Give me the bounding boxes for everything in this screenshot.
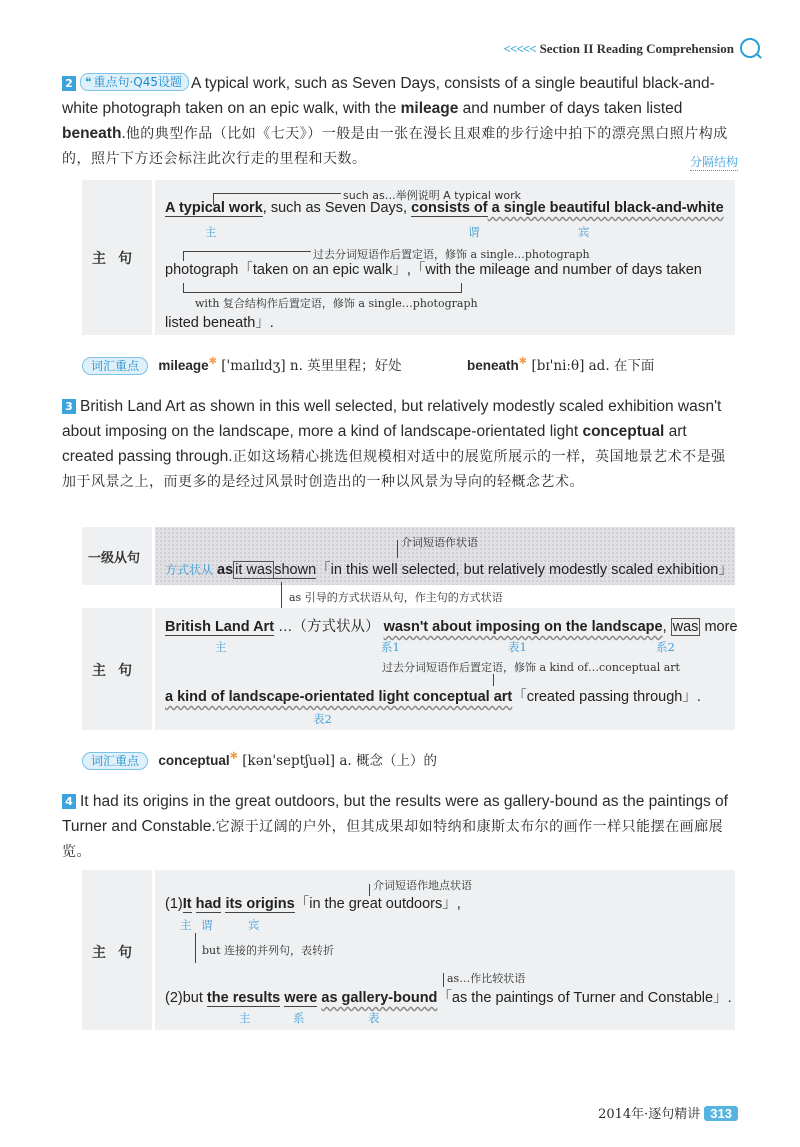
gram-label: 主	[205, 225, 217, 239]
vocab-row	[82, 354, 402, 374]
gram-label: 主	[180, 918, 192, 932]
section-title: Section II Reading Comprehension	[539, 41, 734, 56]
gram-label: 谓	[468, 225, 480, 239]
annotation: such as…举例说明 A typical work	[343, 189, 522, 202]
gram-label: 系1	[381, 640, 400, 654]
sentence-3: 3 British Land Art as shown in this well selected, but relatively modestly scaled exhibition wasn't about imposing on the landscape, more a kind of landscape-orientated light conceptual art created passing through.正如这场精心挑选但规模相对适中的展览所展示的一样，英国地景艺术不是强加于风景之上，而更多的是经过风景时创造出的一种以风景为导向的轻概念艺术。	[62, 398, 726, 490]
annotation: as 引导的方式状语从句，作主句的方式状语	[289, 591, 503, 604]
annotation: 过去分词短语作后置定语，修饰 a kind of…conceptual art	[382, 661, 680, 674]
speech-bubble-icon: ❝	[85, 75, 92, 89]
annotation: as…作比较状语	[447, 972, 526, 985]
sentence-number: 4	[62, 794, 76, 809]
star-icon: ✱	[208, 356, 217, 367]
sentence-4: 4 It had its origins in the great outdoors, but the results were as gallery-bound as the paintings of Turner and Constable.它源于辽阔的户外，但其成果却如特纳和康斯太布尔的画作一样只能摆在画廊展览。	[62, 793, 728, 860]
sentence-line: A typical work, such as Seven Days, consists of a single beautiful black-and-white	[165, 200, 724, 216]
gram-label: 系	[293, 1011, 305, 1025]
sentence-line: 方式状从 as it was shown「in this well selected, but relatively modestly scaled exhibition」	[165, 562, 733, 578]
sentence-line: (1)It had its origins「in the great outdoors」,	[165, 896, 461, 912]
translation: 正如这场精心挑选但规模相对适中的展览所展示的一样，英国地景艺术不是强加于风景之上，而更多的是经过风景时创造出的一种以风景为导向的轻概念艺术。	[62, 449, 726, 490]
sentence-2: 2 ❝ 重点句·Q45设题 A typical work, such as Seven Days, consists of a single beautiful black-and-white photograph taken on an epic walk, with the mileage and number of days taken listed beneath.他的典型作品（比如《七天》）一般是由一张在漫长且艰难的步行途中拍下的漂亮黑白照片构成的，照片下方还会标注此次行走的里程和天数。	[62, 75, 728, 167]
vocab-tag: 词汇重点	[82, 357, 148, 375]
clause-label: 主句	[92, 945, 144, 961]
gram-label: 谓	[201, 918, 213, 932]
gram-label: 表1	[508, 640, 527, 654]
key-sentence-tag: ❝ 重点句·Q45设题	[80, 73, 189, 91]
sentence-line: listed beneath」.	[165, 315, 274, 331]
vocab-def: [kən'septʃuəl] a. 概念（上）的	[242, 753, 437, 769]
vocab-tag: 词汇重点	[82, 752, 148, 770]
translation: 它源于辽阔的户外，但其成果却如特纳和康斯太布尔的画作一样只能摆在画廊展览。	[62, 819, 724, 860]
sentence-line: British Land Art …（方式状从） wasn't about imposing on the landscape, was more	[165, 619, 738, 635]
sentence-number: 3	[62, 399, 76, 414]
vocab-word: beneath	[467, 358, 519, 373]
section-header	[504, 38, 760, 58]
sentence-line: a kind of landscape-orientated light conceptual art「created passing through」.	[165, 689, 701, 705]
structure-tag: 分隔结构	[689, 155, 738, 169]
clause-label: 主句	[92, 251, 144, 267]
gram-label: 主	[215, 640, 227, 654]
vocab-def: [bɪ'niːθ] ad. 在下面	[531, 358, 655, 374]
arrows-icon: <<<<<	[503, 41, 536, 56]
translation: 他的典型作品（比如《七天》）一般是由一张在漫长且艰难的步行途中拍下的漂亮黑白照片构成的，照片下方还会标注此次行走的里程和天数。	[62, 126, 728, 167]
gram-label: 宾	[248, 918, 260, 932]
gram-label: 表	[368, 1011, 380, 1025]
gram-label: 宾	[578, 225, 590, 239]
star-icon: ✱	[518, 356, 528, 367]
star-icon: ✱	[229, 751, 238, 762]
sentence-line: photograph「taken on an epic walk」,「with the mileage and number of days taken	[165, 262, 702, 278]
footer-text: 2014年·逐句精讲	[598, 1107, 701, 1122]
clause-label: 一级从句	[88, 551, 141, 566]
sentence-line: (2)but the results were as gallery-bound「as the paintings of Turner and Constable」.	[165, 990, 732, 1006]
annotation: 介词短语作地点状语	[373, 879, 472, 892]
vocab-word: conceptual	[158, 753, 230, 768]
gram-label: 主	[239, 1011, 251, 1025]
sentence-number: 2	[62, 76, 76, 91]
vocab-row	[82, 749, 437, 769]
vocab-def: ['maɪlɪdʒ] n. 英里里程；好处	[221, 358, 402, 374]
gram-label: 系2	[656, 640, 675, 654]
search-q-icon	[740, 38, 760, 58]
annotation: with 复合结构作后置定语，修饰 a single…photograph	[195, 297, 478, 310]
page-number: 313	[704, 1106, 738, 1121]
clause-label: 主句	[92, 663, 144, 679]
annotation: but 连接的并列句，表转折	[202, 944, 335, 957]
annotation: 过去分词短语作后置定语，修饰 a single…photograph	[313, 248, 590, 261]
annotation: 介词短语作状语	[401, 536, 478, 549]
page-footer	[598, 1103, 738, 1122]
gram-label: 表2	[313, 712, 332, 726]
vocab-word: mileage	[158, 358, 209, 373]
vocab-row	[467, 354, 654, 374]
